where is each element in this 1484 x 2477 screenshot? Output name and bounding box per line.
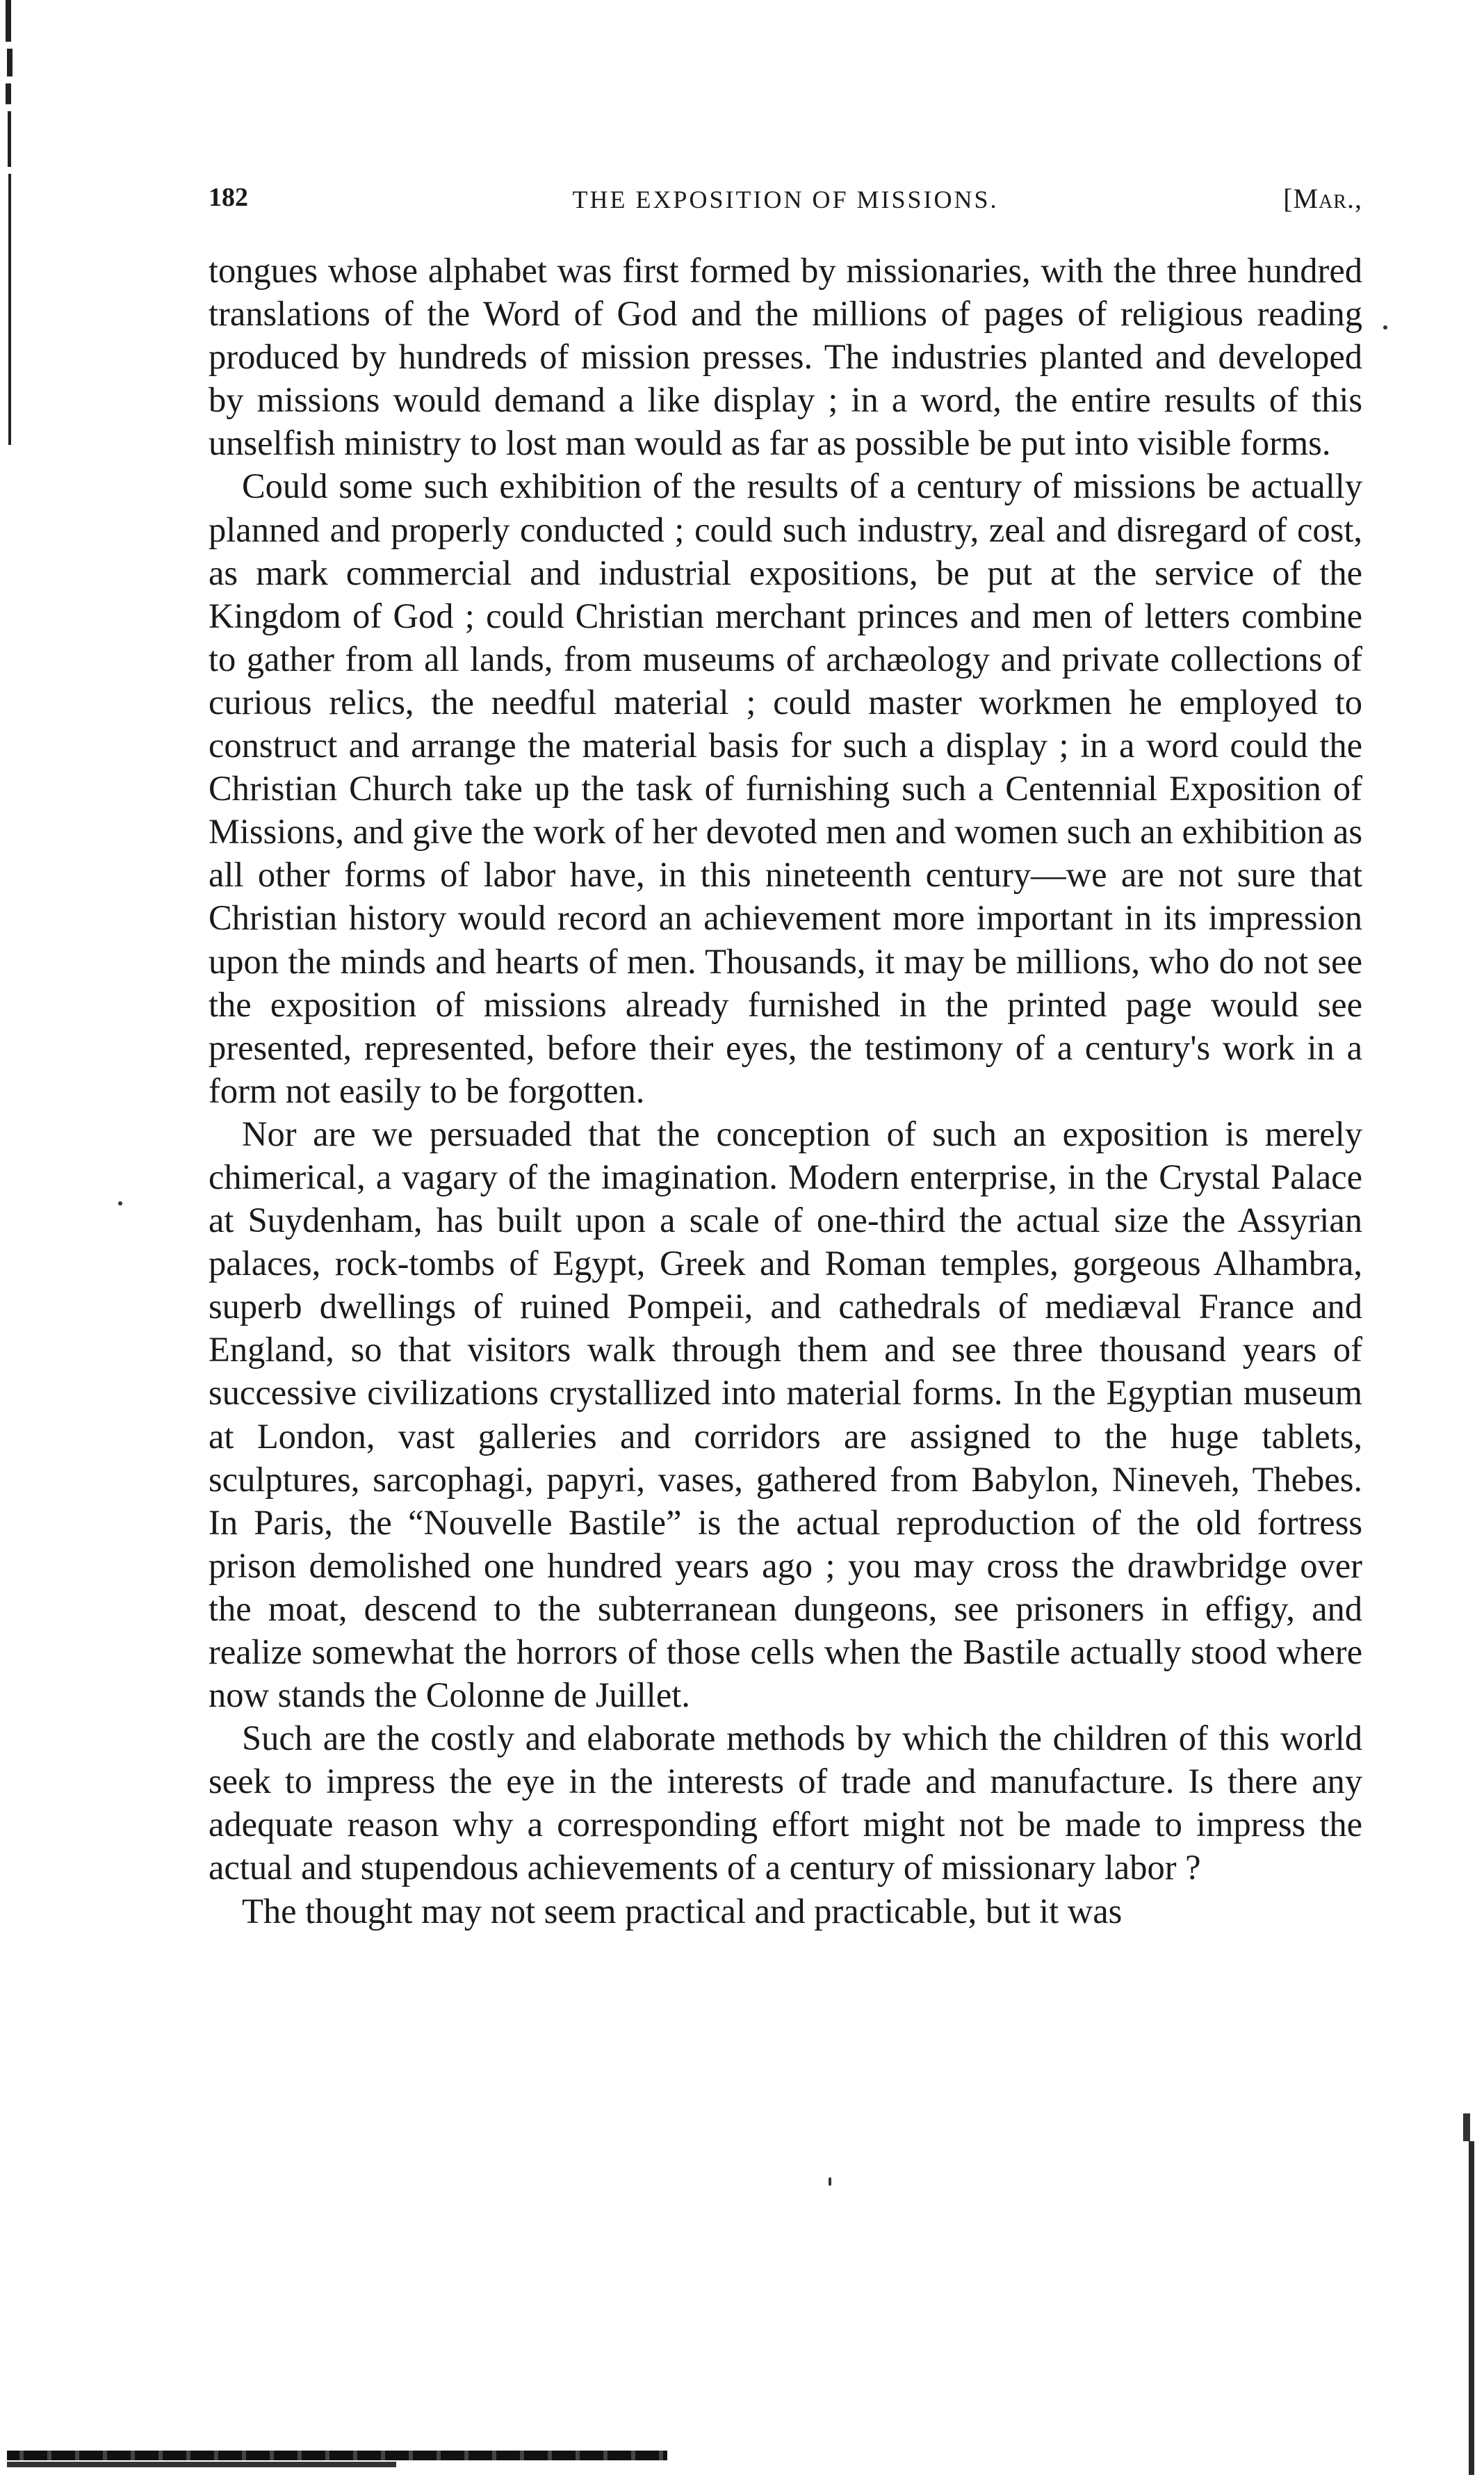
paragraph: Could some such exhibition of the results of a century of missions be actually planned and properly conducted ; could such industry, zeal and disregard of cost, as mark commercial and industrial expositions, be put at the service of the Kingdom of God ; could Christian merchant princes and men of letters combine to gather from all lands, from museums of archæology and private collections of curious relics, the needful material ; could master workmen he employed to construct and arrange the material basis for such a display ; in a word could the Christian Church take up the task of furnishing such a Centennial Exposition of Missions, and give the work of her devoted men and women such an exhibition as all other forms of labor have, in this nineteenth century—we are not sure that Christian history would record an achievement more important in its impression upon the minds and hearts of men. Thousands, it may be millions, who do not see the exposition of missions already furnished in the printed page would see presented, represented, before their eyes, the testimony of a century's work in a form not easily to be forgotten. xyxy=(209,466,1362,1110)
scan-edge-artifact-right-mark xyxy=(1463,2113,1470,2141)
scan-bottom-rule-lower xyxy=(7,2462,396,2467)
paragraph: Such are the costly and elaborate methods by which the children of this world seek to impress the eye in the interests of trade and manufacture. Is there any adequate reason why a corresponding effort might not be made to impress the actual and stupendous achievements of a century of missionary labor ? xyxy=(209,1719,1362,1887)
stray-mark xyxy=(1383,325,1387,330)
stray-mark xyxy=(829,2177,831,2186)
scan-bottom-rule xyxy=(7,2451,667,2460)
running-header xyxy=(209,182,1362,224)
paragraph: tongues whose alphabet was first formed by missionaries, with the three hundred translations of the Word of God and the millions of pages of religious reading produced by hundreds of mission presses. The industries planted and developed by missions would demand a like display ; in a word, the entire results of this unselfish ministry to lost man would as far as possible be put into visible forms. xyxy=(209,251,1362,463)
page-number: 182 xyxy=(209,183,248,212)
stray-mark xyxy=(118,1201,122,1205)
paragraph: The thought may not seem practical and practicable, but it was xyxy=(242,1891,1123,1931)
running-title: THE EXPOSITION OF MISSIONS. xyxy=(572,186,999,213)
scan-edge-artifact-left xyxy=(6,0,15,445)
section-mark: [Mar., xyxy=(1283,183,1362,214)
scan-edge-artifact-right xyxy=(1469,2141,1474,2475)
body-text xyxy=(209,249,1362,1933)
paragraph: Nor are we persuaded that the conception of such an exposition is merely chimerical, a vagary of the imagination. Modern enterprise, in the Crystal Palace at Suydenham, has built upon a scale of one-third the actual size the Assyrian palaces, rock-tombs of Egypt, Greek and Roman temples, gorgeous Alhambra, superb dwellings of ruined Pompeii, and cathedrals of mediæval France and England, so that visitors walk through them and see three thousand years of successive civilizations crystallized into material forms. In the Egyptian museum at London, vast galleries and corridors are assigned to the huge tablets, sculptures, sarcophagi, papyri, vases, gathered from Babylon, Nineveh, Thebes. In Paris, the “Nouvelle Bastile” is the actual reproduction of the old fortress prison demolished one hundred years ago ; you may cross the drawbridge over the moat, descend to the subterranean dungeons, see prisoners in effigy, and realize somewhat the horrors of those cells when the Bastile actually stood where now stands the Colonne de Juillet. xyxy=(209,1114,1362,1715)
